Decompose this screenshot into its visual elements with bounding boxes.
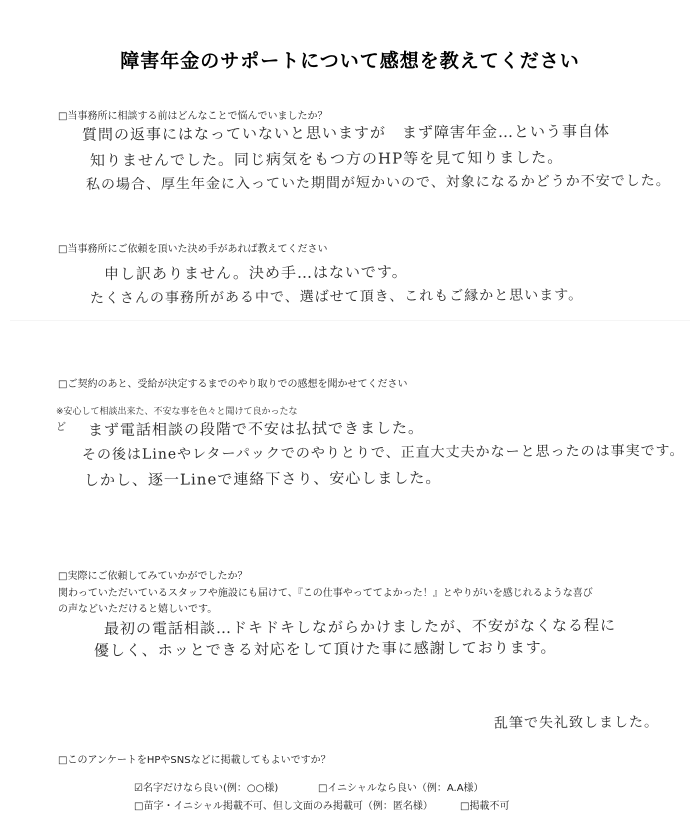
answer-1-line-1: 質問の返事にはなっていないと思いますが まず障害年金…という事自体 xyxy=(81,122,611,144)
question-3-note: ※安心して相談出来た、不安な事を色々と聞けて良かったな xyxy=(56,407,298,417)
answer-3-line-2: その後はLineやレターパックでのやりとりで、正直大丈夫かなーと思ったのは事実です。 xyxy=(81,442,685,464)
question-5: □このアンケートをHPやSNSなどに掲載してもよいですか？ xyxy=(58,755,331,766)
answer-2-line-2: たくさんの事務所がある中で、選ばせて頂き、これもご縁かと思います。 xyxy=(89,287,584,307)
question-1: □当事務所に相談する前はどんなことで悩んでいましたか？ xyxy=(58,111,328,122)
answer-3-line-1: まず電話相談の段階で不安は払拭できました。 xyxy=(87,418,425,440)
answer-1-line-3: 私の場合、厚生年金に入っていた期間が短かいので、対象になるかどうか不安でした。 xyxy=(85,172,671,194)
page-title: 障害年金のサポートについて感想を教えてください xyxy=(120,50,580,72)
divider xyxy=(10,320,690,321)
question-4-line-1: □実際にご依頼してみていかがでしたか？ xyxy=(58,571,248,582)
question-2: □当事務所にご依頼を頂いた決め手があれば教えてください xyxy=(58,244,328,255)
answer-3-line-3: しかし、逐一Lineで連絡下さり、安心しました。 xyxy=(83,468,442,490)
answer-1-line-2: 知りませんでした。同じ病気をもつ方のHP等を見て知りました。 xyxy=(89,148,564,170)
option-no-publish-checkbox[interactable]: □掲載不可 xyxy=(460,801,510,812)
answer-4-line-1: 最初の電話相談…ドキドキしながらかけましたが、不安がなくなる程に xyxy=(103,616,617,638)
option-initials-checkbox[interactable]: □イニシャルなら良い（例：A.A様） xyxy=(318,783,484,794)
answer-4-line-2: 優しく、ホッとできる対応をして頂けた事に感謝しております。 xyxy=(93,638,557,660)
option-text-only-checkbox[interactable]: □苗字・イニシャル掲載不可、但し文面のみ掲載可（例：匿名様） xyxy=(134,801,433,812)
answer-2-line-1: 申し訳ありません。決め手…はないです。 xyxy=(103,262,408,284)
question-4-line-3: の声などいただけると嬉しいです。 xyxy=(58,604,218,615)
question-4-line-2: 関わっていただいているスタッフや施設にも届けて、『この仕事やっててよかった！』とやりがいを感じれるような喜び xyxy=(58,588,593,599)
option-surname-only-checkbox[interactable]: ☑名字だけなら良い(例：○○様) xyxy=(134,783,279,794)
closing-note: 乱筆で失礼致しました。 xyxy=(493,714,660,732)
question-3-note-suffix: ど xyxy=(56,422,66,433)
question-3: □ご契約のあと、受給が決定するまでのやり取りでの感想を聞かせてください xyxy=(58,379,408,390)
